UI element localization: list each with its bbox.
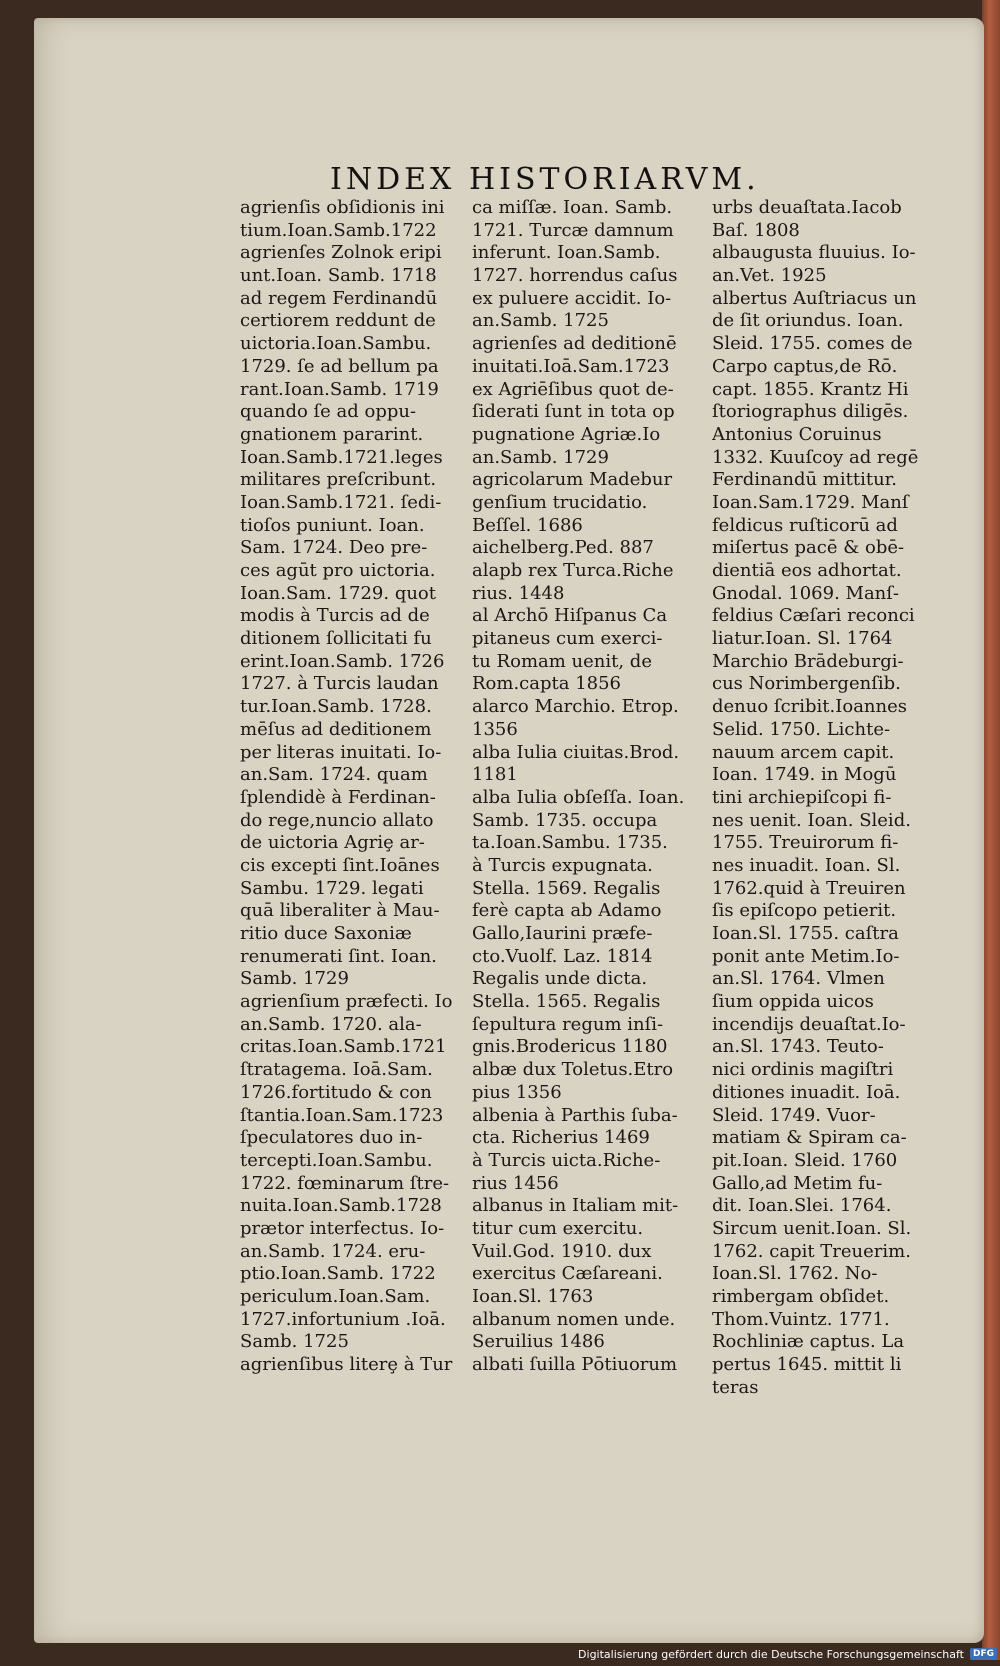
index-line: ditionem ſollicitati fu bbox=[240, 628, 432, 650]
index-line: 1727. à Turcis laudan bbox=[240, 673, 439, 695]
index-line: ca miſſæ. Ioan. Samb. bbox=[472, 197, 673, 218]
index-line: urbs deuaſtata.Iacob bbox=[712, 197, 902, 218]
index-line: Seruilius 1486 bbox=[472, 1331, 605, 1353]
index-line: cus Norimbergenſib. bbox=[712, 673, 901, 695]
index-line: Carpo captus,de Rō. bbox=[712, 355, 898, 377]
index-line: agrienſis obſidionis ini bbox=[240, 197, 445, 218]
index-line: Stella. 1565. Regalis bbox=[472, 991, 661, 1013]
index-column-3 bbox=[712, 197, 942, 1399]
index-line: ſiderati ſunt in tota op bbox=[472, 401, 675, 423]
index-line: Beſſel. 1686 bbox=[472, 514, 583, 536]
index-line: nuita.Ioan.Samb.1728 bbox=[240, 1195, 442, 1217]
index-line: Rochliniæ captus. La bbox=[712, 1331, 905, 1353]
index-line: albaugusta fluuius. Io- bbox=[712, 242, 916, 264]
index-line: gnationem pararint. bbox=[240, 423, 424, 445]
index-line: Ioan.Sl. 1763 bbox=[472, 1286, 594, 1307]
index-line: gnis.Brodericus 1180 bbox=[472, 1036, 668, 1058]
index-line: ſtratagema. Ioā.Sam. bbox=[240, 1059, 433, 1081]
index-line: ta.Ioan.Sambu. 1735. bbox=[472, 832, 668, 854]
index-line: feldicus ruſticorū ad bbox=[712, 514, 898, 536]
index-line: denuo ſcribit.Ioannes bbox=[712, 696, 908, 718]
index-line: ſis epiſcopo petierit. bbox=[712, 900, 897, 922]
index-line: Sam. 1724. Deo pre- bbox=[240, 537, 428, 559]
index-line: à Turcis expugnata. bbox=[472, 854, 653, 876]
index-line: 1727.infortunium .Ioā. bbox=[240, 1308, 446, 1330]
index-line: 1356 bbox=[472, 718, 518, 740]
index-line: Vuil.God. 1910. dux bbox=[472, 1240, 652, 1262]
index-line: agrienſes ad deditionē bbox=[472, 333, 677, 355]
index-line: ſepultura regum inſi- bbox=[472, 1013, 664, 1035]
index-line: miſertus pacē & obē- bbox=[712, 537, 905, 559]
index-line: ad regem Ferdinandū bbox=[240, 287, 438, 309]
index-line: albæ dux Toletus.Etro bbox=[472, 1059, 674, 1081]
index-line: 1729. ſe ad bellum pa bbox=[240, 355, 439, 377]
index-line: Regalis unde dicta. bbox=[472, 968, 648, 990]
index-line: Ioan. 1749. in Mogū bbox=[712, 764, 897, 786]
index-line: Sircum uenit.Ioan. Sl. bbox=[712, 1217, 912, 1239]
index-line: Ioan.Samb.1721. ſedi- bbox=[240, 491, 442, 513]
index-line: an.Samb. 1729 bbox=[472, 446, 609, 468]
index-line: mēſus ad deditionem bbox=[240, 718, 432, 740]
index-line: quā liberaliter à Mau- bbox=[240, 900, 440, 922]
index-line: agricolarum Madebur bbox=[472, 469, 673, 491]
index-line: ſium oppida uicos bbox=[712, 991, 874, 1013]
index-line: genſium trucidatio. bbox=[472, 491, 648, 513]
index-line: Ioan.Sam.1729. Manſ bbox=[712, 491, 909, 513]
index-line: per literas inuitati. Io- bbox=[240, 741, 442, 763]
index-line: agrienſium præfecti. Io bbox=[240, 991, 453, 1013]
index-line: Sleid. 1749. Vuor- bbox=[712, 1104, 876, 1126]
index-line: Stella. 1569. Regalis bbox=[472, 877, 661, 899]
index-line: Samb. 1735. occupa bbox=[472, 809, 658, 831]
index-line: 1727. horrendus caſus bbox=[472, 265, 678, 287]
index-line: 1755. Treuirorum fi- bbox=[712, 832, 899, 854]
index-line: rimbergam obſidet. bbox=[712, 1286, 890, 1307]
index-line: Gnodal. 1069. Manſ- bbox=[712, 582, 900, 604]
index-line: tur.Ioan.Samb. 1728. bbox=[240, 696, 432, 718]
index-line: teras bbox=[712, 1376, 759, 1398]
index-line: ſtoriographus diligēs. bbox=[712, 401, 909, 423]
index-line: pugnatione Agriæ.Io bbox=[472, 423, 661, 445]
index-line: exercitus Cæſareani. bbox=[472, 1263, 663, 1285]
index-line: al Archō Hiſpanus Ca bbox=[472, 605, 668, 627]
index-line: modis à Turcis ad de bbox=[240, 605, 430, 627]
index-line: ces agūt pro uictoria. bbox=[240, 560, 436, 581]
index-line: Ioan.Sam. 1729. quot bbox=[240, 582, 437, 604]
index-line: an.Samb. 1725 bbox=[472, 310, 609, 332]
index-line: renumerati ſint. Ioan. bbox=[240, 945, 437, 967]
index-line: nes inuadit. Ioan. Sl. bbox=[712, 854, 901, 876]
index-line: incendijs deuaſtat.Io- bbox=[712, 1013, 906, 1035]
index-line: rant.Ioan.Samb. 1719 bbox=[240, 378, 439, 400]
index-line: cto.Vuolf. Laz. 1814 bbox=[472, 945, 653, 967]
index-line: albati ſuilla Pōtiuorum bbox=[472, 1354, 678, 1376]
index-line: Gallo,Iaurini præfe- bbox=[472, 923, 653, 944]
index-line: Ioan.Sl. 1755. caſtra bbox=[712, 923, 899, 944]
index-line: 1722. fœminarum ſtre- bbox=[240, 1172, 450, 1194]
footer-credit bbox=[565, 1645, 997, 1663]
index-line: Sleid. 1755. comes de bbox=[712, 333, 913, 355]
index-line: periculum.Ioan.Sam. bbox=[240, 1286, 431, 1307]
index-line: ferè capta ab Adamo bbox=[472, 900, 662, 922]
index-line: cis excepti ſint.Ioānes bbox=[240, 854, 440, 876]
index-line: dientiā eos adhortat. bbox=[712, 560, 902, 581]
index-line: 1762.quid à Treuiren bbox=[712, 877, 906, 899]
index-line: rius. 1448 bbox=[472, 582, 565, 604]
index-line: an.Sam. 1724. quam bbox=[240, 764, 428, 786]
index-line: pertus 1645. mittit li bbox=[712, 1354, 902, 1376]
index-line: titur cum exercitu. bbox=[472, 1217, 644, 1239]
index-line: Gallo,ad Metim fu- bbox=[712, 1172, 883, 1194]
index-line: à Turcis uicta.Riche- bbox=[472, 1149, 661, 1171]
index-line: Thom.Vuintz. 1771. bbox=[712, 1308, 890, 1330]
index-line: pit.Ioan. Sleid. 1760 bbox=[712, 1149, 898, 1171]
index-line: militares preſcribunt. bbox=[240, 469, 437, 491]
index-line: 1181 bbox=[472, 764, 518, 786]
index-line: ſplendidè à Ferdinan- bbox=[240, 786, 436, 808]
index-line: nauum arcem capit. bbox=[712, 741, 895, 763]
index-line: Ioan.Samb.1721.leges bbox=[240, 446, 443, 468]
index-line: ptio.Ioan.Samb. 1722 bbox=[240, 1263, 436, 1285]
index-line: quando ſe ad oppu- bbox=[240, 401, 417, 423]
index-line: an.Samb. 1720. ala- bbox=[240, 1013, 422, 1035]
index-line: ex puluere accidit. Io- bbox=[472, 287, 672, 309]
index-line: alba Iulia ciuitas.Brod. bbox=[472, 741, 680, 763]
footer-text: Digitalisierung gefördert durch die Deutsche Forschungsgemeinschaft bbox=[578, 1647, 964, 1661]
index-line: critas.Ioan.Samb.1721 bbox=[240, 1036, 447, 1058]
index-line: alarco Marchio. Etrop. bbox=[472, 696, 679, 718]
index-line: alapb rex Turca.Riche bbox=[472, 560, 674, 581]
index-line: ditiones inuadit. Ioā. bbox=[712, 1081, 901, 1103]
index-line: tercepti.Ioan.Sambu. bbox=[240, 1149, 433, 1171]
index-line: an.Samb. 1724. eru- bbox=[240, 1240, 426, 1262]
index-column-1 bbox=[240, 197, 462, 1377]
index-line: albertus Auſtriacus un bbox=[712, 287, 917, 309]
index-line: an.Sl. 1764. Vlmen bbox=[712, 968, 885, 990]
index-line: Sambu. 1729. legati bbox=[240, 877, 424, 899]
index-line: alba Iulia obſeſſa. Ioan. bbox=[472, 786, 685, 808]
index-line: de uictoria Agriȩ ar- bbox=[240, 832, 425, 854]
index-line: Ioan.Sl. 1762. No- bbox=[712, 1263, 878, 1285]
index-line: an.Vet. 1925 bbox=[712, 265, 827, 287]
index-line: prætor interfectus. Io- bbox=[240, 1217, 445, 1239]
index-line: ſtantia.Ioan.Sam.1723 bbox=[240, 1104, 444, 1126]
book-edge bbox=[982, 0, 1000, 1660]
index-column-2 bbox=[472, 197, 700, 1377]
index-line: liatur.Ioan. Sl. 1764 bbox=[712, 628, 893, 650]
index-line: dit. Ioan.Slei. 1764. bbox=[712, 1195, 892, 1217]
index-line: matiam & Spiram ca- bbox=[712, 1127, 907, 1149]
index-line: albenia à Parthis ſuba- bbox=[472, 1104, 678, 1126]
index-line: Samb. 1725 bbox=[240, 1331, 349, 1353]
index-line: ex Agriēſibus quot de- bbox=[472, 378, 674, 400]
index-line: uictoria.Ioan.Sambu. bbox=[240, 333, 432, 355]
index-line: Samb. 1729 bbox=[240, 968, 349, 990]
index-line: ſpeculatores duo in- bbox=[240, 1127, 423, 1149]
index-line: albanus in Italiam mit- bbox=[472, 1195, 679, 1217]
index-line: rius 1456 bbox=[472, 1172, 559, 1194]
index-line: 1762. capit Treuerim. bbox=[712, 1240, 911, 1262]
index-line: tu Romam uenit, de bbox=[472, 650, 652, 672]
index-line: Rom.capta 1856 bbox=[472, 673, 622, 695]
index-line: Marchio Brādeburgi- bbox=[712, 650, 904, 672]
index-line: ponit ante Metim.Io- bbox=[712, 945, 900, 967]
index-line: agrienſes Zolnok eripi bbox=[240, 242, 442, 264]
index-line: 1332. Kuuſcoy ad regē bbox=[712, 446, 919, 468]
index-line: inferunt. Ioan.Samb. bbox=[472, 242, 661, 264]
index-line: cta. Richerius 1469 bbox=[472, 1127, 650, 1149]
index-line: aichelberg.Ped. 887 bbox=[472, 537, 654, 559]
index-line: certiorem reddunt de bbox=[240, 310, 436, 332]
index-line: Ferdinandū mittitur. bbox=[712, 469, 898, 491]
index-line: do rege,nuncio allato bbox=[240, 809, 434, 831]
index-line: an.Sl. 1743. Teuto- bbox=[712, 1036, 884, 1058]
index-line: 1726.fortitudo & con bbox=[240, 1081, 432, 1103]
index-line: inuitati.Ioā.Sam.1723 bbox=[472, 355, 670, 377]
index-line: Baſ. 1808 bbox=[712, 219, 800, 241]
index-line: tioſos puniunt. Ioan. bbox=[240, 514, 425, 536]
index-line: Antonius Coruinus bbox=[712, 423, 882, 445]
page-title: INDEX HISTORIARVM. bbox=[330, 162, 760, 197]
index-line: Selid. 1750. Lichte- bbox=[712, 718, 891, 740]
index-line: nici ordinis magiſtri bbox=[712, 1059, 894, 1081]
index-line: albanum nomen unde. bbox=[472, 1308, 676, 1330]
index-line: capt. 1855. Krantz Hi bbox=[712, 378, 909, 400]
index-line: ritio duce Saxoniæ bbox=[240, 923, 412, 944]
index-line: pitaneus cum exerci- bbox=[472, 628, 663, 650]
index-line: erint.Ioan.Samb. 1726 bbox=[240, 650, 445, 672]
index-line: 1721. Turcæ damnum bbox=[472, 219, 674, 241]
dfg-logo: DFG bbox=[970, 1648, 997, 1660]
index-line: tini archiepiſcopi fi- bbox=[712, 786, 892, 808]
index-line: tium.Ioan.Samb.1722 bbox=[240, 219, 437, 241]
index-line: nes uenit. Ioan. Sleid. bbox=[712, 809, 911, 831]
index-line: feldius Cæſari reconci bbox=[712, 605, 915, 627]
index-line: unt.Ioan. Samb. 1718 bbox=[240, 265, 437, 287]
index-line: pius 1356 bbox=[472, 1081, 562, 1103]
index-line: agrienſibus literȩ à Tur bbox=[240, 1354, 453, 1376]
index-line: de ſit oriundus. Ioan. bbox=[712, 310, 904, 332]
